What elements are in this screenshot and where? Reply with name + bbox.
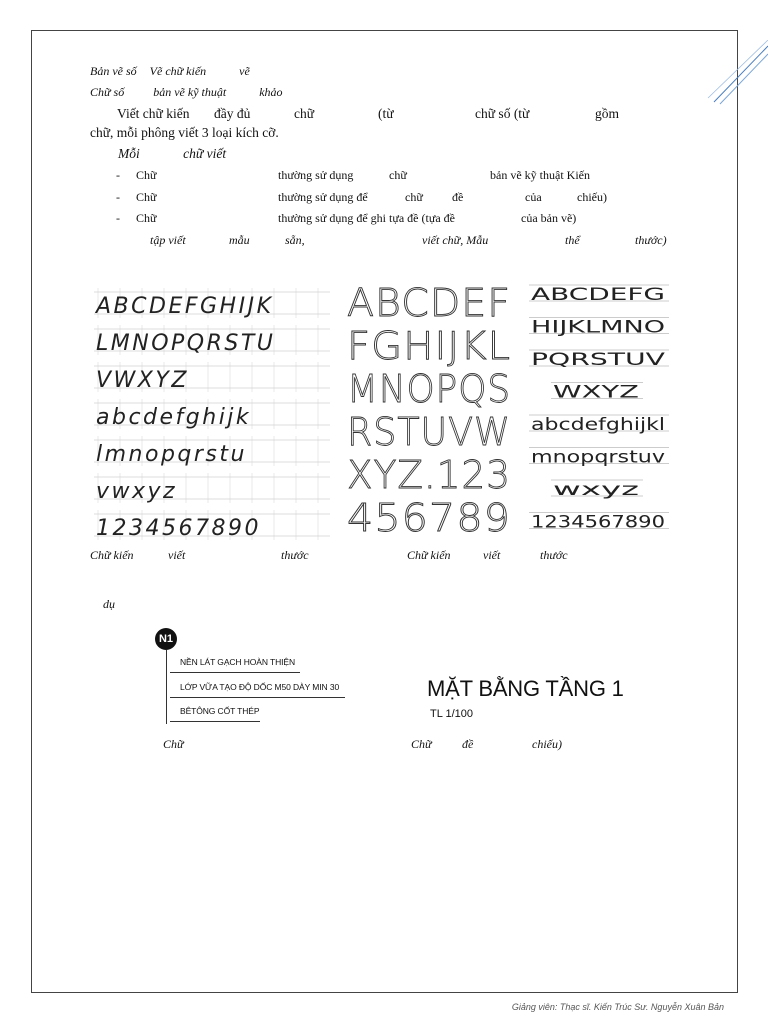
layer-underline xyxy=(170,697,345,698)
bullet-text: thường sử dụng để xyxy=(278,190,368,204)
paragraph-text: thước) xyxy=(635,233,667,247)
paragraph-text: chữ số (từ xyxy=(475,106,530,121)
guided-lettering-row: PQRSTUV xyxy=(531,350,666,370)
paragraph-text: viết chữ, Mẫu xyxy=(422,233,489,247)
heading-line-1 xyxy=(90,64,250,79)
heading-text: Bản vẽ số xyxy=(90,64,137,78)
heading-text: bản vẽ kỹ thuật xyxy=(153,85,227,99)
bullet-text: đề xyxy=(452,190,464,204)
layer-label: LỚP VỮA TẠO ĐỘ DỐC M50 DÀY MIN 30 xyxy=(180,682,340,692)
hand-lettering-row: 1234567890 xyxy=(96,516,261,541)
bullet-dash: - xyxy=(116,168,120,182)
page-footer: Giảng viên: Thạc sĩ. Kiến Trúc Sư. Nguyễn Xuân Bản xyxy=(511,1002,724,1012)
paragraph-text: Viết chữ kiến xyxy=(117,106,190,121)
heading-text: khảo xyxy=(259,85,283,99)
paragraph-text: mẫu xyxy=(229,233,250,247)
guided-lettering-row: wxyz xyxy=(553,480,640,500)
paragraph-text: chữ xyxy=(294,106,315,121)
thin-lettering-image xyxy=(343,278,515,543)
paragraph-text: chữ viết xyxy=(183,146,227,161)
thin-lettering-row: RSTUVW xyxy=(347,410,511,454)
thin-lettering-row: ABCDEF xyxy=(347,281,511,325)
thin-lettering-row: MNOPQS xyxy=(347,367,511,411)
paragraph-2 xyxy=(118,146,226,162)
layer-underline xyxy=(170,672,300,673)
caption-text: chiếu) xyxy=(532,737,562,751)
thin-lettering-row: XYZ.123 xyxy=(347,453,511,497)
guided-lettering-sample xyxy=(525,278,675,540)
guided-lettering-row: WXYZ xyxy=(553,382,639,403)
paragraph-text: (từ xyxy=(378,106,394,121)
guided-lettering-row: ABCDEFG xyxy=(531,285,665,305)
example-label: dụ xyxy=(103,597,115,611)
paragraph-text: chữ, mỗi phông viết 3 loại kích cỡ. xyxy=(90,125,279,140)
thin-lettering-row: 456789 xyxy=(347,496,511,540)
heading-line-2 xyxy=(90,85,283,100)
hand-lettering-row: abcdefghijk xyxy=(96,405,252,430)
bullet-text: chữ xyxy=(389,168,407,182)
heading-text: Vẽ chữ kiến xyxy=(149,64,207,78)
guided-lettering-row: HIJKLMNO xyxy=(531,317,665,338)
hand-lettering-row: VWXYZ xyxy=(96,368,189,393)
bullet-text: của xyxy=(525,190,542,204)
layer-label: NỀN LÁT GẠCH HOÀN THIỆN xyxy=(180,657,295,667)
paragraph-text: gồm xyxy=(595,106,620,121)
bullet-dash: - xyxy=(116,190,120,204)
bullet-text: thường sử dụng xyxy=(278,168,354,182)
caption-text: viết xyxy=(483,548,501,562)
drawing-scale: TL 1/100 xyxy=(430,708,474,720)
caption-text: đề xyxy=(462,737,474,751)
hand-lettering-row: ABCDEFGHIJK xyxy=(96,294,274,319)
bullet-text: của bản vẽ) xyxy=(521,211,577,225)
bullet-text: Chữ xyxy=(136,168,157,182)
hand-lettering-row: lmnopqrstu xyxy=(96,442,247,467)
thin-lettering-sample xyxy=(343,278,515,543)
caption-text: thước xyxy=(281,548,309,562)
guided-lettering-row: mnopqrstuv xyxy=(531,447,665,468)
paragraph-text: tập viết xyxy=(150,233,186,247)
caption-text: viết xyxy=(168,548,186,562)
hand-lettering-sample xyxy=(90,280,335,545)
hand-lettering-image xyxy=(90,280,335,545)
caption-text: thước xyxy=(540,548,568,562)
bullet-text: chiếu) xyxy=(577,190,607,204)
decorative-lines xyxy=(706,40,768,110)
bullet-text: Chữ xyxy=(136,190,157,204)
caption-text: Chữ xyxy=(411,737,432,751)
paragraph-text: sẵn, xyxy=(285,233,305,247)
paragraph-text: thể xyxy=(565,233,580,247)
bullet-dash: - xyxy=(116,211,120,225)
n1-badge: N1 xyxy=(155,628,177,650)
heading-text: Chữ số xyxy=(90,85,125,99)
guided-lettering-image xyxy=(525,278,675,540)
bullet-text: bản vẽ kỹ thuật Kiến xyxy=(490,168,590,182)
guided-lettering-row: 1234567890 xyxy=(531,512,665,533)
paragraph-text: Mỗi xyxy=(118,146,140,161)
hand-lettering-row: LMNOPQRSTU xyxy=(96,331,276,356)
paragraph-text: đầy đủ xyxy=(214,106,251,121)
bullet-text: thường sử dụng để ghi tựa đề (tựa đề xyxy=(278,211,455,225)
layer-underline xyxy=(170,721,260,722)
callout-line xyxy=(166,650,167,724)
heading-text: vẽ xyxy=(239,64,250,78)
hand-lettering-row: vwxyz xyxy=(96,479,178,504)
example-caption-left: Chữ xyxy=(163,737,184,751)
thin-lettering-row: FGHIJKL xyxy=(347,324,511,368)
bullet-text: Chữ xyxy=(136,211,157,225)
caption-text: Chữ kiến xyxy=(407,548,451,562)
drawing-title: MẶT BẰNG TẦNG 1 xyxy=(427,676,624,701)
bullet-text: chữ xyxy=(405,190,423,204)
layer-label: BÊTÔNG CỐT THÉP xyxy=(180,706,260,716)
caption-text: Chữ kiến xyxy=(90,548,134,562)
guided-lettering-row: abcdefghijkl xyxy=(531,415,665,435)
